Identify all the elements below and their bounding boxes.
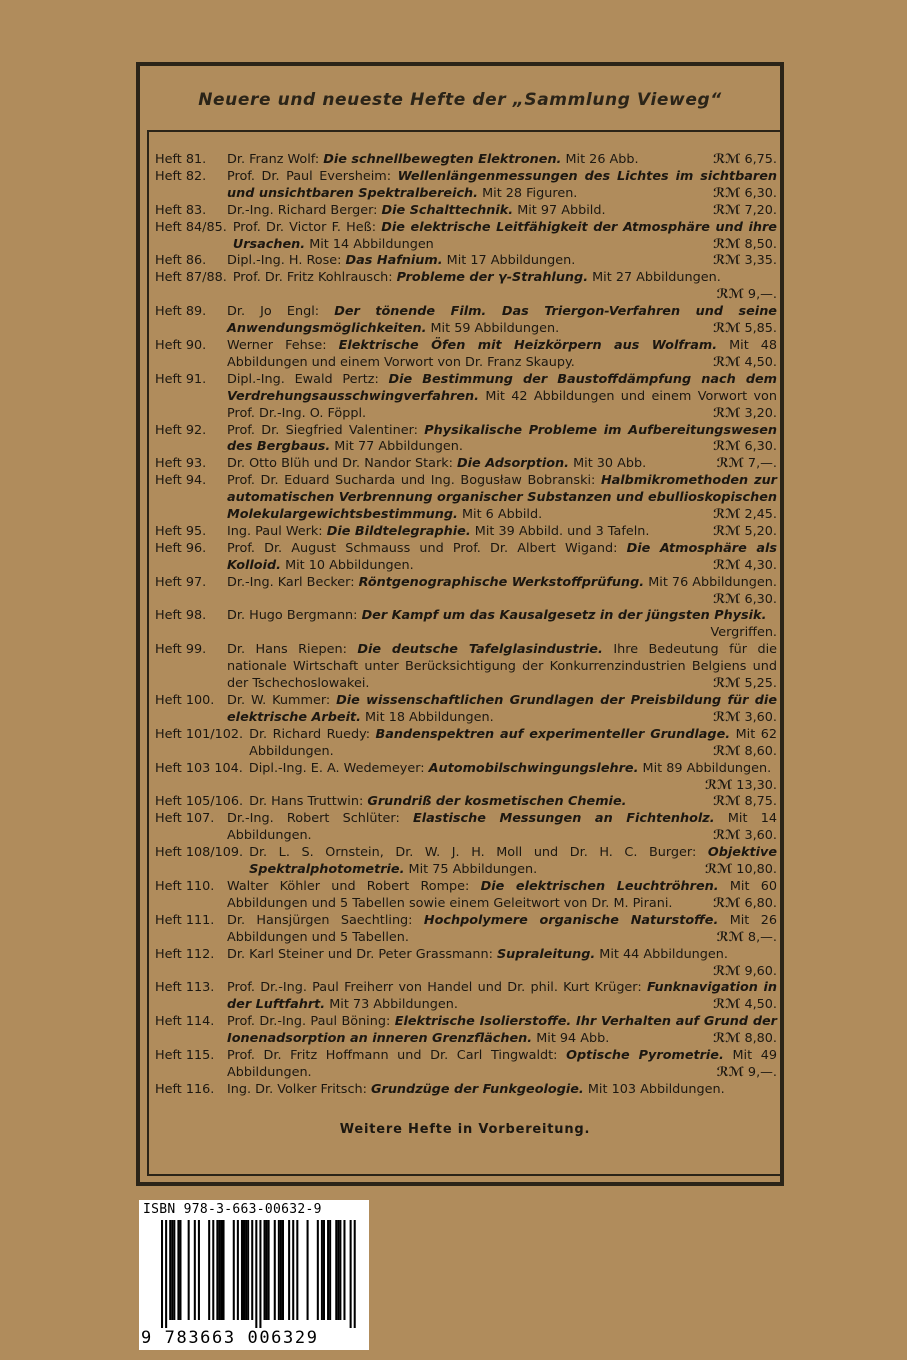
entry-author: Dr. Otto Blüh und Dr. Nandor Stark: — [227, 456, 453, 472]
entry-details: Mit 10 Abbildungen. — [285, 557, 414, 573]
entry-author: Prof. Dr. Fritz Kohlrausch: — [232, 270, 393, 286]
entry-author: Dr. W. Kummer: — [227, 693, 331, 708]
heft-number: Heft 114. — [155, 1014, 215, 1030]
currency-symbol: ℛℳ — [713, 895, 741, 911]
currency-symbol: ℛℳ — [713, 405, 741, 421]
barcode-bar — [264, 1220, 266, 1320]
currency-symbol: ℛℳ — [713, 743, 741, 759]
entry-author: Dr. L. S. Ornstein, Dr. W. J. H. Moll und Dr. H. C. Burger: — [249, 845, 697, 861]
entry-status: Vergriffen. — [710, 625, 777, 641]
entry-details: Mit 28 Figuren. — [482, 185, 578, 201]
barcode-bar — [268, 1220, 270, 1320]
entry-title: Das Hafnium. — [345, 253, 443, 269]
barcode-bar — [307, 1220, 309, 1320]
entry-title: Funknavigation in der Luftfahrt. — [227, 980, 778, 1013]
entry-text — [227, 456, 777, 473]
list-item — [155, 152, 777, 169]
currency-symbol: ℛℳ — [713, 236, 741, 252]
barcode-bar — [350, 1220, 352, 1328]
entry-price: 6,80. — [744, 895, 777, 911]
list-item — [155, 642, 777, 693]
currency-symbol: ℛℳ — [713, 321, 741, 337]
barcode-bar — [354, 1220, 356, 1328]
entry-text — [227, 203, 777, 220]
currency-symbol: ℛℳ — [713, 1031, 741, 1047]
entry-title: Elastische Messungen an Fichtenholz. — [413, 811, 715, 827]
entry-price: 4,50. — [744, 997, 777, 1013]
heft-number: Heft 89. — [155, 304, 207, 320]
entry-title: Die Schalttechnik. — [381, 202, 514, 218]
currency-symbol: ℛℳ — [713, 676, 741, 692]
entry-price: 10,80. — [736, 862, 777, 878]
barcode-bar — [327, 1220, 329, 1320]
barcode-bar — [161, 1220, 163, 1328]
entry-details: Mit 103 Abbildungen. — [587, 1081, 725, 1097]
entry-author: Dr.-Ing. Karl Becker: — [227, 574, 355, 590]
series-heading: Neuere und neueste Hefte der „Sammlung Vieweg“ — [198, 90, 722, 110]
list-item — [155, 845, 777, 879]
currency-symbol: ℛℳ — [713, 439, 741, 455]
entry-text — [249, 761, 777, 795]
entry-price: 4,30. — [744, 557, 777, 573]
entry-details: Mit 49 Abbildungen. — [227, 1048, 777, 1080]
barcode-bar — [259, 1220, 261, 1328]
barcode-bar — [255, 1220, 257, 1328]
heft-number: Heft 86. — [155, 253, 207, 269]
heft-number: Heft 90. — [155, 337, 207, 353]
entry-details: Mit 97 Abbild. — [517, 202, 606, 218]
currency-symbol: ℛℳ — [713, 963, 741, 979]
heft-number: Heft 96. — [155, 540, 207, 556]
entry-author: Prof. Dr. Siegfried Valentiner: — [227, 422, 418, 438]
barcode-bar — [177, 1220, 179, 1320]
heft-number: Heft 98. — [155, 608, 207, 624]
entry-author: Prof. Dr. Eduard Sucharda und Ing. Bogusław Bobranski: — [227, 473, 596, 489]
entry-price: 7,20. — [744, 202, 777, 218]
entry-title: Elektrische Öfen mit Heizkörpern aus Wolfram. — [338, 337, 718, 353]
entry-price: 8,50. — [744, 236, 777, 252]
barcode-bar — [321, 1220, 323, 1320]
barcode-bar — [266, 1220, 268, 1320]
list-item — [155, 524, 777, 541]
entry-author: Dr.-Ing. Robert Schlüter: — [227, 811, 400, 827]
barcode-bar — [208, 1220, 210, 1320]
entry-price: 9,—. — [747, 287, 777, 303]
entry-text — [227, 338, 777, 372]
barcode-bar — [223, 1220, 225, 1320]
list-item — [155, 423, 777, 457]
entry-text — [227, 947, 777, 981]
entry-text — [227, 372, 777, 423]
entry-author: Prof. Dr. Paul Eversheim: — [227, 168, 392, 184]
entry-author: Dr. Hans Truttwin: — [249, 794, 364, 810]
entry-text — [227, 423, 777, 457]
currency-symbol: ℛℳ — [713, 591, 741, 607]
entry-price: 2,45. — [744, 507, 777, 523]
entry-title: Probleme der γ-Strahlung. — [396, 270, 589, 286]
entry-details: Mit 42 Abbildungen und einem Vorwort von Prof. Dr.-Ing. O. Föppl. — [227, 388, 777, 421]
list-item — [155, 947, 777, 981]
entry-details: Mit 14 Abbildungen — [309, 236, 434, 252]
barcode-bar — [296, 1220, 298, 1320]
barcode-bar — [165, 1220, 167, 1328]
heft-number: Heft 97. — [155, 574, 207, 590]
heft-number: Heft 116. — [155, 1081, 215, 1097]
entry-details: Mit 6 Abbild. — [461, 507, 543, 523]
list-item — [155, 727, 777, 761]
entry-details: Mit 30 Abb. — [573, 456, 647, 472]
entry-title: Die Bestimmung der Baustoffdämpfung nach dem Verdrehungsausschwingverfahren. — [227, 371, 777, 404]
entry-price: 8,60. — [744, 743, 777, 759]
barcode-bar — [317, 1220, 319, 1320]
entry-text — [249, 845, 777, 879]
entry-author: Dr. Hugo Bergmann: — [227, 608, 358, 624]
barcode-bar — [171, 1220, 173, 1320]
list-item — [155, 220, 777, 254]
barcode-bar — [251, 1220, 253, 1320]
heft-number: Heft 82. — [155, 168, 207, 184]
entry-text — [227, 304, 777, 338]
entry-author: Dipl.-Ing. Ewald Pertz: — [227, 371, 379, 387]
entry-details: Mit 94 Abb. — [536, 1031, 610, 1047]
barcode-bar — [188, 1220, 190, 1320]
entry-details: Mit 14 Abbildungen. — [227, 811, 777, 844]
entry-text — [233, 220, 777, 254]
barcode-bar — [212, 1220, 214, 1320]
entry-details: Mit 75 Abbildungen. — [408, 862, 538, 878]
entry-details: Ihre Bedeutung für die nationale Wirtschaft unter Berücksichtigung der Konkurrenzindustrien Belgiens und der Tschechoslowakei. — [227, 642, 777, 692]
list-item — [155, 338, 777, 372]
barcode-bar — [233, 1220, 235, 1320]
entry-details: Mit 26 Abb. — [565, 152, 639, 167]
list-item — [155, 473, 777, 524]
entry-title: Wellenlängenmessungen des Lichtes im sichtbaren und unsichtbaren Spektralbereich. — [227, 168, 777, 201]
list-item — [155, 169, 777, 203]
entry-price: 8,80. — [744, 1031, 777, 1047]
entry-text — [227, 980, 777, 1014]
barcode-bar — [245, 1220, 247, 1320]
entry-title: Grundriß der kosmetischen Chemie. — [367, 794, 627, 810]
entry-title: Die deutsche Tafelglasindustrie. — [357, 642, 603, 658]
entry-price: 8,—. — [747, 929, 777, 945]
entry-title: Die Bildtelegraphie. — [326, 523, 471, 539]
entry-price: 9,60. — [744, 963, 777, 979]
list-item — [155, 1082, 777, 1099]
entry-author: Dr. Karl Steiner und Dr. Peter Grassmann: — [227, 946, 493, 962]
list-item — [155, 1014, 777, 1048]
heft-number: Heft 87/88. — [155, 270, 227, 286]
entry-text — [227, 811, 777, 845]
entry-author: Prof. Dr.-Ing. Paul Freiherr von Handel und Dr. phil. Kurt Krüger: — [227, 980, 642, 996]
entry-author: Dr. Jo Engl: — [227, 304, 320, 320]
entry-author: Dr. Hans Riepen: — [227, 642, 347, 658]
heft-number: Heft 103 104. — [155, 760, 243, 776]
entry-price: 3,20. — [744, 405, 777, 421]
entry-price: 3,60. — [744, 828, 777, 844]
entry-title: Die Adsorption. — [457, 456, 570, 472]
currency-symbol: ℛℳ — [713, 185, 741, 201]
list-item — [155, 913, 777, 947]
entry-price: 9,—. — [747, 1064, 777, 1080]
list-item — [155, 980, 777, 1014]
entry-details: Mit 73 Abbildungen. — [329, 997, 458, 1013]
isbn-label: ISBN 978-3-663-00632-9 — [143, 1202, 322, 1217]
entry-text — [233, 270, 777, 304]
barcode-bar — [280, 1220, 282, 1320]
entry-price: 8,75. — [744, 794, 777, 810]
barcode-bar — [173, 1220, 175, 1320]
barcode-bar — [329, 1220, 331, 1320]
entry-author: Werner Fehse: — [227, 337, 327, 353]
barcode-bar — [292, 1220, 294, 1320]
list-item — [155, 811, 777, 845]
heft-number: Heft 81. — [155, 152, 207, 167]
entry-text — [227, 169, 777, 203]
list-item — [155, 575, 777, 609]
entry-details: Mit 89 Abbildungen. — [642, 760, 772, 776]
currency-symbol: ℛℳ — [716, 287, 744, 303]
currency-symbol: ℛℳ — [713, 507, 741, 523]
entry-title: Die Atmosphäre als Kolloid. — [227, 540, 777, 573]
barcode-bar — [288, 1220, 290, 1320]
barcode-bar — [247, 1220, 249, 1320]
entry-text — [227, 152, 777, 169]
currency-symbol: ℛℳ — [713, 794, 741, 810]
entry-price: 5,85. — [744, 321, 777, 337]
entry-text — [227, 253, 777, 270]
entry-text — [227, 524, 777, 541]
entry-title: Der tönende Film. Das Triergon-Verfahren und seine Anwendungsmöglichkeiten. — [227, 304, 777, 337]
list-item — [155, 372, 777, 423]
entry-details: Mit 62 Abbildungen. — [249, 726, 777, 759]
heft-number: Heft 111. — [155, 912, 215, 928]
entry-title: Der Kampf um das Kausalgesetz in der jüngsten Physik. — [361, 608, 767, 624]
list-item — [155, 456, 777, 473]
list-item — [155, 693, 777, 727]
barcode-bar — [282, 1220, 284, 1320]
entry-author: Dipl.-Ing. E. A. Wedemeyer: — [248, 760, 425, 776]
entry-text — [227, 642, 777, 693]
entry-details: Mit 59 Abbildungen. — [430, 321, 560, 337]
list-item — [155, 304, 777, 338]
currency-symbol: ℛℳ — [713, 253, 741, 269]
currency-symbol: ℛℳ — [713, 997, 741, 1013]
list-item — [155, 541, 777, 575]
entry-text — [249, 794, 777, 811]
entry-text — [227, 1048, 777, 1082]
heft-number: Heft 91. — [155, 371, 207, 387]
barcode-bar — [274, 1220, 276, 1320]
heft-number: Heft 99. — [155, 642, 207, 658]
entry-price: 3,35. — [744, 253, 777, 269]
entry-author: Dr. Richard Ruedy: — [249, 726, 371, 742]
currency-symbol: ℛℳ — [713, 828, 741, 844]
barcode-bar — [169, 1220, 171, 1320]
list-item — [155, 203, 777, 220]
heft-number: Heft 95. — [155, 523, 207, 539]
barcode-bar — [339, 1220, 341, 1320]
entry-text — [227, 1082, 777, 1099]
list-item — [155, 1048, 777, 1082]
entry-author: Prof. Dr. August Schmauss und Prof. Dr. Albert Wigand: — [227, 540, 618, 556]
entry-details: Mit 48 Abbildungen und einem Vorwort von Dr. Franz Skaupy. — [227, 337, 778, 370]
entry-title: Supraleitung. — [496, 946, 596, 962]
entry-details: Mit 26 Abbildungen und 5 Tabellen. — [227, 912, 777, 945]
barcode-bar — [337, 1220, 339, 1320]
entry-price: 6,30. — [744, 185, 777, 201]
entry-price: 5,20. — [744, 523, 777, 539]
entry-title: Automobilschwingungslehre. — [428, 760, 639, 776]
barcode-bar — [194, 1220, 196, 1320]
barcode-bar — [335, 1220, 337, 1320]
entry-text — [227, 1014, 777, 1048]
entry-author: Prof. Dr. Victor F. Heß: — [232, 219, 377, 235]
entry-text — [227, 473, 777, 524]
entry-details: Mit 17 Abbildungen. — [446, 253, 576, 269]
currency-symbol: ℛℳ — [713, 152, 741, 167]
barcode-bar — [220, 1220, 222, 1320]
list-item — [155, 879, 777, 913]
entry-price: 6,30. — [744, 439, 777, 455]
barcode-bar — [278, 1220, 280, 1320]
entry-price: 7,—. — [747, 456, 777, 472]
ean-digits: 9 783663 006329 — [141, 1328, 319, 1348]
entry-text — [249, 727, 777, 761]
entry-price: 6,75. — [744, 152, 777, 167]
list-item — [155, 794, 777, 811]
heft-number: Heft 107. — [155, 811, 215, 827]
heft-number: Heft 113. — [155, 980, 215, 996]
currency-symbol: ℛℳ — [716, 456, 744, 472]
entry-price: 4,50. — [744, 354, 777, 370]
entry-text — [227, 913, 777, 947]
entry-author: Prof. Dr. Fritz Hoffmann und Dr. Carl Tingwaldt: — [227, 1048, 558, 1064]
isbn-barcode — [139, 1200, 369, 1350]
barcode-bar — [237, 1220, 239, 1320]
entry-author: Ing. Paul Werk: — [227, 523, 323, 539]
entry-details: Mit 44 Abbildungen. — [599, 946, 728, 962]
publication-list — [155, 152, 777, 1099]
entry-details: Mit 18 Abbildungen. — [365, 709, 494, 725]
footer-note: Weitere Hefte in Vorbereitung. — [339, 1122, 591, 1137]
barcode-bars — [139, 1220, 369, 1328]
entry-author: Dr. Hansjürgen Saechtling: — [227, 912, 413, 928]
currency-symbol: ℛℳ — [713, 709, 741, 725]
entry-title: Röntgenographische Werkstoffprüfung. — [358, 574, 645, 590]
heft-number: Heft 110. — [155, 878, 215, 894]
entry-details: Mit 27 Abbildungen. — [592, 270, 721, 286]
heft-number: Heft 92. — [155, 422, 207, 438]
entry-title: Die schnellbewegten Elektronen. — [323, 152, 562, 167]
entry-details: Mit 39 Abbild. und 3 Tafeln. — [474, 523, 650, 539]
heft-number: Heft 94. — [155, 473, 207, 489]
entry-author: Walter Köhler und Robert Rompe: — [227, 878, 470, 894]
entry-author: Prof. Dr.-Ing. Paul Böning: — [227, 1014, 391, 1030]
entry-title: Objektive Spektralphotometrie. — [249, 845, 777, 878]
entry-text — [227, 541, 777, 575]
entry-price: 3,60. — [744, 709, 777, 725]
heft-number: Heft 84/85. — [155, 219, 227, 235]
currency-symbol: ℛℳ — [713, 202, 741, 218]
entry-title: Physikalische Probleme im Aufbereitungswesen des Bergbaus. — [227, 422, 777, 455]
currency-symbol: ℛℳ — [716, 1064, 744, 1080]
entry-author: Dipl.-Ing. H. Rose: — [227, 253, 342, 269]
entry-author: Dr.-Ing. Richard Berger: — [227, 202, 378, 218]
heft-number: Heft 100. — [155, 693, 215, 708]
list-item — [155, 608, 777, 642]
barcode-bar — [216, 1220, 218, 1320]
barcode-bar — [218, 1220, 220, 1320]
entry-title: Elektrische Isolierstoffe. Ihr Verhalten auf Grund der Ionenadsorption an inneren Grenzflächen. — [227, 1014, 777, 1047]
entry-title: Bandenspektren auf experimenteller Grundlage. — [375, 726, 731, 742]
heft-number: Heft 83. — [155, 202, 207, 218]
currency-symbol: ℛℳ — [713, 523, 741, 539]
entry-author: Dr. Franz Wolf: — [227, 152, 320, 167]
entry-title: Die wissenschaftlichen Grundlagen der Preisbildung für die elektrische Arbeit. — [227, 693, 777, 725]
barcode-bar — [179, 1220, 181, 1320]
entry-text — [227, 693, 777, 727]
currency-symbol: ℛℳ — [713, 354, 741, 370]
entry-title: Grundzüge der Funkgeologie. — [371, 1081, 584, 1097]
entry-text — [227, 575, 777, 609]
barcode-bar — [241, 1220, 243, 1320]
barcode-bar — [198, 1220, 200, 1320]
currency-symbol: ℛℳ — [705, 777, 733, 793]
entry-price: 13,30. — [736, 777, 777, 793]
entry-text — [227, 608, 777, 642]
entry-details: Mit 77 Abbildungen. — [334, 439, 463, 455]
heft-number: Heft 105/106. — [155, 794, 244, 810]
entry-title: Die elektrischen Leuchtröhren. — [480, 878, 719, 894]
barcode-bar — [323, 1220, 325, 1320]
heft-number: Heft 101/102. — [155, 726, 244, 742]
list-item — [155, 761, 777, 795]
entry-text — [227, 879, 777, 913]
entry-author: Ing. Dr. Volker Fritsch: — [227, 1081, 367, 1097]
heft-number: Heft 108/109. — [155, 845, 244, 861]
entry-title: Optische Pyrometrie. — [566, 1048, 724, 1064]
currency-symbol: ℛℳ — [705, 862, 733, 878]
entry-price: 5,25. — [744, 676, 777, 692]
entry-price: 6,30. — [744, 591, 777, 607]
list-item — [155, 270, 777, 304]
entry-title: Die elektrische Leitfähigkeit der Atmosphäre und ihre Ursachen. — [232, 219, 777, 252]
entry-title: Hochpolymere organische Naturstoffe. — [423, 912, 719, 928]
list-item — [155, 253, 777, 270]
currency-symbol: ℛℳ — [713, 557, 741, 573]
heft-number: Heft 115. — [155, 1048, 215, 1064]
heft-number: Heft 93. — [155, 456, 207, 472]
entry-details: Mit 76 Abbildungen. — [648, 574, 777, 590]
heft-number: Heft 112. — [155, 946, 215, 962]
entry-details: Mit 60 Abbildungen und 5 Tabellen sowie einem Geleitwort von Dr. M. Pirani. — [227, 878, 778, 911]
barcode-bar — [343, 1220, 345, 1320]
barcode-bar — [243, 1220, 245, 1320]
currency-symbol: ℛℳ — [716, 929, 744, 945]
entry-title: Halbmikromethoden zur automatischen Verbrennung organischer Substanzen und ebullioskopischen Molekulargewichtsbestimmung. — [227, 473, 777, 523]
